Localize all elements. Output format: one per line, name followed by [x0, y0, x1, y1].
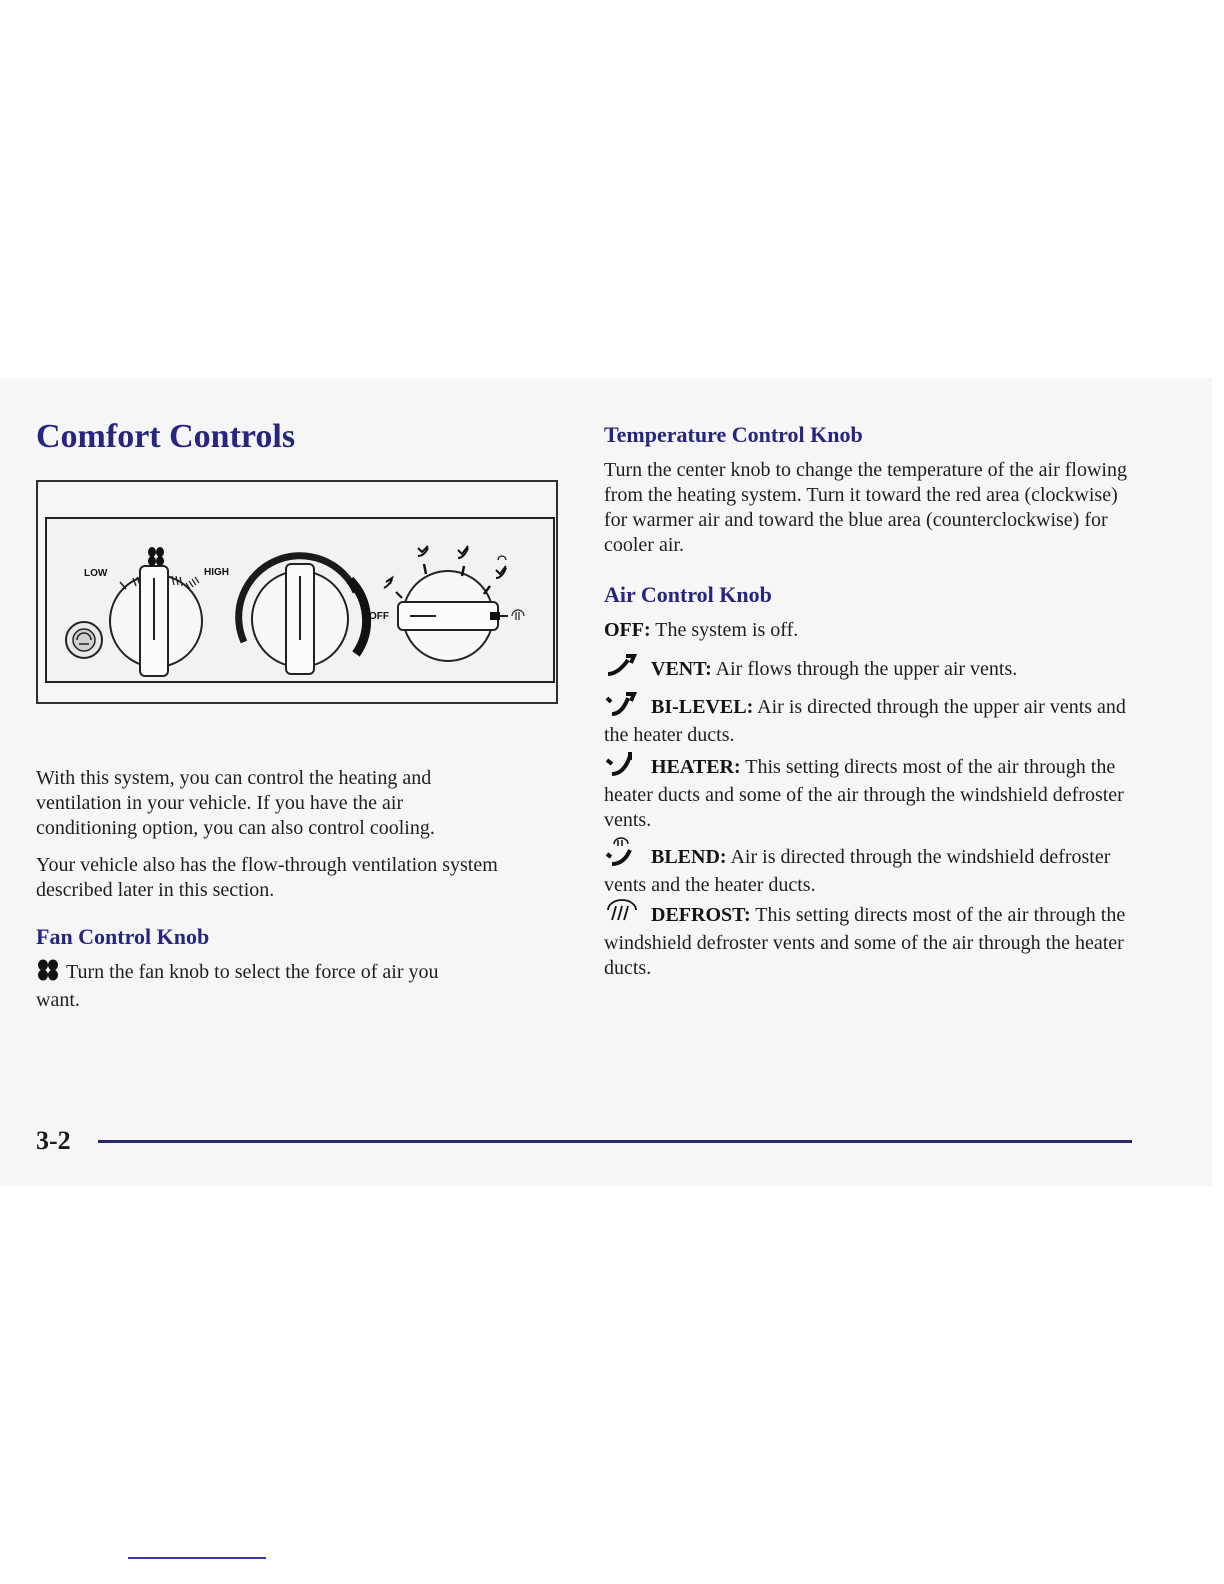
- fan-low-label: LOW: [84, 568, 108, 579]
- fan-high-label: HIGH: [204, 567, 229, 578]
- defrost-label: DEFROST:: [651, 904, 751, 926]
- bilevel-item: [604, 690, 1134, 748]
- temperature-control-paragraph: Turn the center knob to change the temperature of the air flowing from the heating system. Turn it toward the red area (clockwise) for warmer air and toward the blue area (counterclockwise) for cooler air.: [604, 459, 1127, 556]
- bilevel-label: BI-LEVEL:: [651, 696, 754, 718]
- manual-page: [0, 378, 1212, 1186]
- bilevel-text: Air is directed through the upper air vents and the heater ducts.: [604, 696, 1126, 746]
- defrost-item: [604, 898, 1134, 981]
- recirculation-button-icon: [66, 622, 102, 658]
- blend-text: Air is directed through the windshield defroster vents and the heater ducts.: [604, 846, 1111, 896]
- fan-control-paragraph: [36, 959, 476, 1013]
- off-text: The system is off.: [655, 619, 799, 641]
- fan-control-text: Turn the fan knob to select the force of air you want.: [36, 961, 439, 1011]
- fan-control-heading: Fan Control Knob: [36, 924, 210, 949]
- blend-icon: [604, 836, 640, 873]
- heater-text: This setting directs most of the air through the heater ducts and some of the air through the windshield defroster vents.: [604, 756, 1124, 831]
- control-panel-figure: [36, 480, 558, 704]
- page-number: 3-2: [36, 1126, 71, 1155]
- control-panel-illustration: [38, 482, 556, 702]
- blend-label: BLEND:: [651, 846, 727, 868]
- intro-paragraph-1: With this system, you can control the heating and ventilation in your vehicle. If you have the air conditioning option, you can also control cooling.: [36, 767, 435, 839]
- page-title: Comfort Controls: [36, 418, 296, 455]
- defrost-text: This setting directs most of the air through the windshield defroster vents and some of the air through the heater ducts.: [604, 904, 1126, 979]
- vent-text: Air flows through the upper air vents.: [715, 658, 1018, 680]
- off-label: OFF:: [604, 619, 651, 641]
- heater-item: [604, 750, 1134, 833]
- off-item: [604, 618, 1134, 643]
- intro-paragraph-2: Your vehicle also has the flow-through ventilation system described later in this section.: [36, 854, 498, 901]
- blend-item: [604, 836, 1134, 898]
- vent-label: VENT:: [651, 658, 712, 680]
- fan-icon: [36, 959, 60, 988]
- air-off-label: OFF: [369, 611, 389, 622]
- temperature-control-heading: Temperature Control Knob: [604, 422, 863, 447]
- heater-icon: [604, 750, 640, 783]
- air-control-heading: Air Control Knob: [604, 582, 772, 607]
- heater-label: HEATER:: [651, 756, 741, 778]
- bilevel-icon: [604, 690, 640, 723]
- vent-item: [604, 652, 1134, 685]
- bottom-rule: [128, 1557, 266, 1559]
- footer-rule: [98, 1140, 1132, 1143]
- vent-icon: [604, 652, 640, 685]
- defrost-icon: [604, 898, 640, 931]
